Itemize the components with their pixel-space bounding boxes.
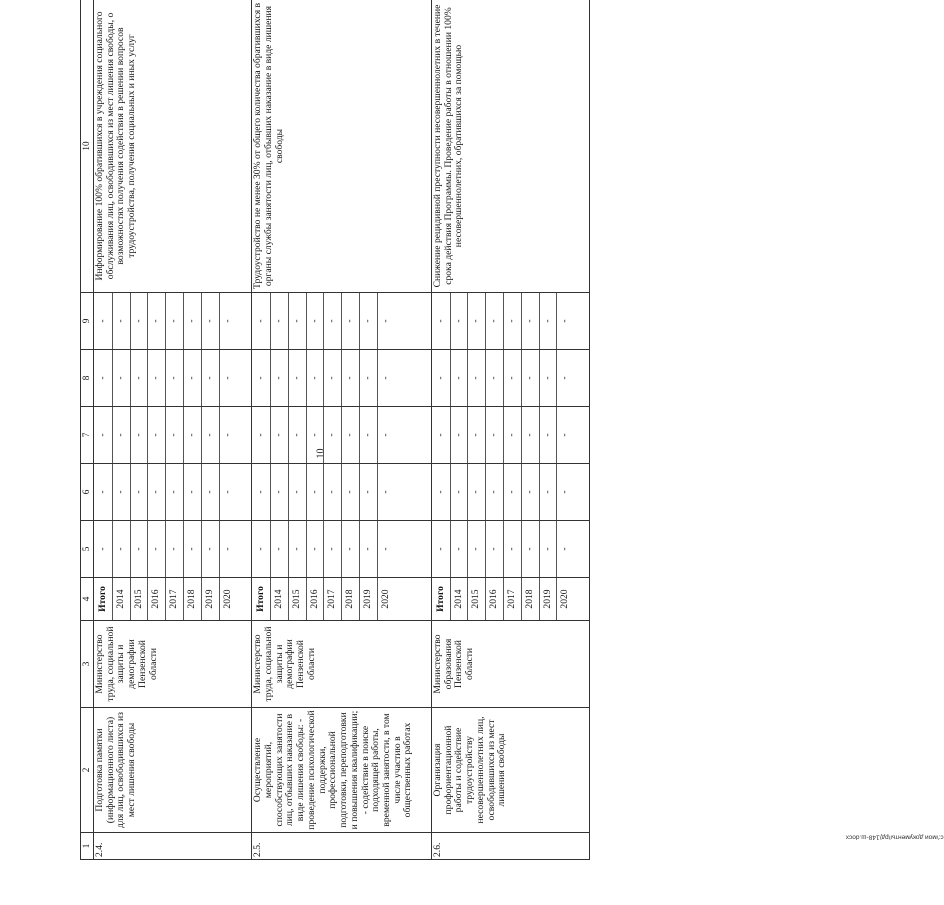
funding-cell-line: -	[307, 407, 325, 463]
funding-cell-line: -	[468, 407, 486, 463]
funding-cell-line: -	[221, 376, 233, 380]
funding-cell	[252, 350, 432, 407]
funding-cell-line: -	[148, 521, 166, 577]
result-cell: Снижение рецидивной преступности несовершеннолетних в течение срока действия Программы. Проведение работы в отношении 100% несовершеннолетних, обратившихся за помощью	[431, 0, 589, 293]
funding-cell	[431, 350, 589, 407]
funding-cell-line: -	[522, 464, 540, 520]
funding-cell-line: -	[253, 350, 271, 406]
funding-cell-line: -	[433, 407, 451, 463]
funding-cell-line: -	[289, 521, 307, 577]
funding-cell-line: -	[131, 464, 149, 520]
funding-cell-line: -	[379, 319, 391, 323]
column-header: 5	[81, 521, 94, 578]
year-cell-line: Итого	[95, 578, 113, 620]
funding-cell	[252, 464, 432, 521]
funding-cell-line: -	[184, 464, 202, 520]
year-cell-line: 2014	[113, 578, 131, 620]
funding-cell-line: -	[486, 350, 504, 406]
column-header: 9	[81, 293, 94, 350]
funding-cell-line: -	[202, 521, 220, 577]
activity-cell: Осуществление мероприятий, способствующих занятости лиц, отбывших наказание в виде лишения свободы: - проведение психологической поддержки, профессиональной подготовки, переподготовки и повышения квалификации; - содействие в поиске подходящей работы, временной занятости, в том числе участию в общественных работах	[252, 708, 432, 833]
funding-cell-line: -	[324, 464, 342, 520]
funding-cell-line: -	[202, 464, 220, 520]
year-cell-line: 2016	[307, 578, 325, 620]
funding-cell-line: -	[433, 293, 451, 349]
funding-cell-line: -	[342, 293, 360, 349]
year-cell	[252, 578, 432, 621]
funding-cell-line: -	[379, 376, 391, 380]
funding-cell-line: -	[342, 407, 360, 463]
funding-cell-line: -	[324, 407, 342, 463]
executor-cell: Министерство труда, социальной защиты и демографии Пензенской области	[252, 621, 432, 708]
funding-cell-line: -	[504, 407, 522, 463]
year-cell-line: 2014	[271, 578, 289, 620]
funding-cell-line: -	[504, 464, 522, 520]
year-cell	[431, 578, 589, 621]
row-number-cell: 2.4.	[94, 833, 252, 860]
funding-cell-line: -	[202, 293, 220, 349]
funding-cell	[94, 464, 252, 521]
activity-cell: Подготовка памятки (информационного листа) для лиц, освободившихся из мест лишения свободы	[94, 708, 252, 833]
funding-cell	[252, 521, 432, 578]
funding-cell-line: -	[433, 521, 451, 577]
funding-cell-line: -	[202, 407, 220, 463]
column-header: 3	[81, 621, 94, 708]
funding-cell-line: -	[540, 464, 558, 520]
funding-cell-line: -	[253, 407, 271, 463]
funding-cell-line: -	[433, 350, 451, 406]
funding-cell-line: -	[522, 407, 540, 463]
year-cell-line: 2017	[504, 578, 522, 620]
funding-cell-line: -	[324, 350, 342, 406]
funding-cell-line: -	[253, 464, 271, 520]
funding-cell-line: -	[486, 521, 504, 577]
funding-cell-line: -	[559, 376, 571, 380]
table-row	[431, 0, 589, 860]
page-number: 10	[315, 448, 327, 459]
year-cell-line: 2017	[324, 578, 342, 620]
funding-cell-line: -	[522, 293, 540, 349]
funding-cell-line: -	[451, 521, 469, 577]
funding-cell-line: -	[360, 521, 378, 577]
funding-cell-line: -	[451, 293, 469, 349]
column-header: 1	[81, 833, 94, 860]
funding-cell	[431, 464, 589, 521]
executor-cell: Министерство труда, социальной защиты и демографии Пензенской области	[94, 621, 252, 708]
funding-cell-line: -	[221, 319, 233, 323]
file-path-footer: c:\мои документы\рд\148-ш.docx	[845, 833, 944, 841]
funding-cell-line: -	[253, 521, 271, 577]
rotated-page	[80, 2, 944, 860]
funding-cell-line: -	[221, 433, 233, 437]
year-cell-line: 2020	[559, 589, 571, 609]
funding-cell-line: -	[184, 293, 202, 349]
year-cell-line: Итого	[433, 578, 451, 620]
funding-cell-line: -	[504, 350, 522, 406]
funding-cell-line: -	[540, 407, 558, 463]
column-header: 6	[81, 464, 94, 521]
column-header: 7	[81, 407, 94, 464]
table-row	[94, 0, 252, 860]
funding-cell	[431, 407, 589, 464]
funding-cell-line: -	[113, 521, 131, 577]
funding-cell-line: -	[95, 407, 113, 463]
year-cell-line: 2018	[522, 578, 540, 620]
funding-cell-line: -	[486, 464, 504, 520]
funding-cell-line: -	[540, 350, 558, 406]
funding-cell-line: -	[113, 464, 131, 520]
funding-cell-line: -	[166, 293, 184, 349]
funding-cell-line: -	[271, 350, 289, 406]
funding-cell-line: -	[559, 547, 571, 551]
funding-cell-line: -	[95, 293, 113, 349]
year-cell-line: 2020	[221, 589, 233, 609]
year-cell-line: 2015	[468, 578, 486, 620]
year-cell-line: 2015	[131, 578, 149, 620]
funding-cell	[94, 293, 252, 350]
funding-cell	[431, 293, 589, 350]
funding-cell-line: -	[307, 464, 325, 520]
funding-cell-line: -	[113, 407, 131, 463]
executor-cell: Министерство образования Пензенской области	[431, 621, 589, 708]
year-cell-line: 2016	[148, 578, 166, 620]
funding-cell-line: -	[324, 521, 342, 577]
funding-cell-line: -	[166, 350, 184, 406]
year-cell-line: 2017	[166, 578, 184, 620]
funding-cell-line: -	[184, 521, 202, 577]
funding-cell-line: -	[307, 293, 325, 349]
funding-cell-line: -	[504, 521, 522, 577]
funding-cell-line: -	[559, 319, 571, 323]
funding-cell-line: -	[95, 521, 113, 577]
funding-cell-line: -	[540, 293, 558, 349]
column-header: 4	[81, 578, 94, 621]
funding-cell-line: -	[131, 293, 149, 349]
funding-cell	[431, 521, 589, 578]
header-row	[81, 0, 94, 860]
funding-cell-line: -	[342, 350, 360, 406]
funding-cell-line: -	[289, 464, 307, 520]
funding-cell-line: -	[253, 293, 271, 349]
funding-cell-line: -	[433, 464, 451, 520]
funding-cell-line: -	[486, 293, 504, 349]
year-cell-line: 2019	[540, 578, 558, 620]
funding-cell-line: -	[166, 407, 184, 463]
funding-cell-line: -	[360, 464, 378, 520]
funding-cell-line: -	[202, 350, 220, 406]
funding-cell-line: -	[289, 407, 307, 463]
funding-cell-line: -	[504, 293, 522, 349]
column-header: 10	[81, 0, 94, 293]
column-header: 8	[81, 350, 94, 407]
funding-cell-line: -	[131, 407, 149, 463]
year-cell-line: 2018	[342, 578, 360, 620]
funding-cell	[252, 407, 432, 464]
funding-cell-line: -	[148, 350, 166, 406]
year-cell-line: 2015	[289, 578, 307, 620]
funding-cell-line: -	[131, 350, 149, 406]
funding-cell	[252, 293, 432, 350]
table-row	[252, 0, 432, 860]
funding-cell-line: -	[148, 407, 166, 463]
funding-cell-line: -	[271, 293, 289, 349]
funding-cell-line: -	[451, 350, 469, 406]
funding-cell-line: -	[148, 293, 166, 349]
funding-cell	[94, 350, 252, 407]
funding-cell-line: -	[522, 521, 540, 577]
funding-cell-line: -	[540, 521, 558, 577]
funding-cell-line: -	[289, 293, 307, 349]
funding-cell-line: -	[289, 350, 307, 406]
funding-cell-line: -	[486, 407, 504, 463]
funding-cell-line: -	[184, 407, 202, 463]
funding-cell-line: -	[184, 350, 202, 406]
funding-cell-line: -	[221, 547, 233, 551]
funding-cell-line: -	[271, 407, 289, 463]
funding-cell-line: -	[95, 350, 113, 406]
funding-cell-line: -	[95, 464, 113, 520]
funding-cell-line: -	[342, 464, 360, 520]
funding-cell-line: -	[342, 521, 360, 577]
activity-cell: Организация профориентационной работы и содействие трудоустройству несовершеннолетних лиц, освободившихся из мест лишения свободы	[431, 708, 589, 833]
funding-cell-line: -	[468, 350, 486, 406]
funding-cell-line: -	[468, 464, 486, 520]
funding-cell	[94, 521, 252, 578]
funding-cell-line: -	[451, 464, 469, 520]
funding-cell-line: -	[360, 293, 378, 349]
column-header: 2	[81, 708, 94, 833]
year-cell-line: 2019	[360, 578, 378, 620]
funding-cell-line: -	[360, 350, 378, 406]
year-cell-line: 2014	[451, 578, 469, 620]
funding-cell-line: -	[379, 490, 391, 494]
funding-cell	[94, 407, 252, 464]
year-cell-line: Итого	[253, 578, 271, 620]
funding-cell-line: -	[307, 350, 325, 406]
result-cell: Трудоустройство не менее 30% от общего количества обратившихся в органы службы занятости лиц, отбывших наказание в виде лишения свободы	[252, 0, 432, 293]
funding-cell-line: -	[271, 521, 289, 577]
year-cell-line: 2019	[202, 578, 220, 620]
year-cell-line: 2016	[486, 578, 504, 620]
funding-cell-line: -	[559, 490, 571, 494]
funding-cell-line: -	[113, 350, 131, 406]
funding-cell-line: -	[307, 521, 325, 577]
funding-cell-line: -	[271, 464, 289, 520]
funding-cell-line: -	[379, 547, 391, 551]
funding-cell-line: -	[559, 433, 571, 437]
year-cell	[94, 578, 252, 621]
funding-cell-line: -	[360, 407, 378, 463]
funding-cell-line: -	[468, 293, 486, 349]
funding-cell-line: -	[468, 521, 486, 577]
row-number-cell: 2.5.	[252, 833, 432, 860]
funding-cell-line: -	[221, 490, 233, 494]
year-cell-line: 2020	[379, 589, 391, 609]
row-number-cell: 2.6.	[431, 833, 589, 860]
funding-cell-line: -	[131, 521, 149, 577]
funding-cell-line: -	[451, 407, 469, 463]
program-table	[80, 0, 590, 860]
funding-cell-line: -	[324, 293, 342, 349]
funding-cell-line: -	[148, 464, 166, 520]
funding-cell-line: -	[522, 350, 540, 406]
funding-cell-line: -	[113, 293, 131, 349]
funding-cell-line: -	[166, 521, 184, 577]
funding-cell-line: -	[166, 464, 184, 520]
year-cell-line: 2018	[184, 578, 202, 620]
funding-cell-line: -	[379, 433, 391, 437]
result-cell: Информирование 100% обратившихся в учреждения социального обслуживания лиц, освободившихся из мест лишения свободы, о возможностях получения содействия в решении вопросов трудоустройства, получения социальных и иных услуг	[94, 0, 252, 293]
